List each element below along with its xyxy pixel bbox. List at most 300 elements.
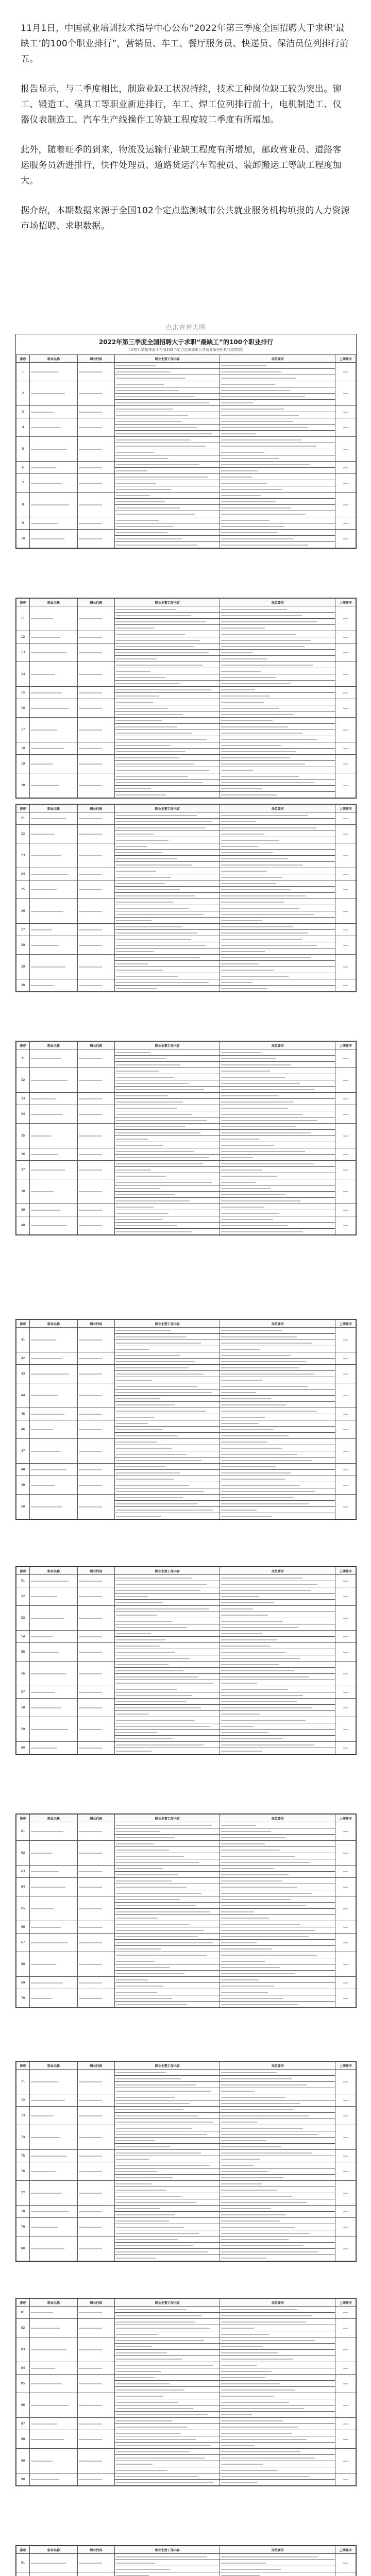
requirements-cell — [220, 1433, 335, 1439]
code-cell — [77, 1878, 114, 1896]
occupation-cell — [30, 1934, 77, 1952]
requirements-cell — [220, 1964, 335, 1971]
table-row — [16, 742, 356, 749]
work-content-cell — [115, 1334, 220, 1340]
work-content-cell — [115, 1977, 220, 1983]
header-previous-rank: 上期排序 — [335, 355, 356, 363]
work-content-cell — [115, 1352, 220, 1359]
requirements-cell — [220, 1674, 335, 1680]
requirements-cell — [220, 2424, 335, 2430]
requirements-cell — [220, 1439, 335, 1445]
rank-cell: 79 — [16, 2218, 30, 2236]
work-content-cell — [115, 779, 220, 786]
requirements-cell — [220, 2243, 335, 2249]
requirements-cell — [220, 412, 335, 418]
occupation-cell — [30, 530, 77, 548]
rank-cell: 30 — [16, 979, 30, 992]
work-content-cell — [115, 961, 220, 967]
work-content-cell — [115, 862, 220, 868]
table-row — [16, 2319, 356, 2325]
requirements-cell — [220, 2094, 335, 2100]
requirements-cell — [220, 431, 335, 437]
previous-rank-cell — [335, 2162, 356, 2181]
requirements-cell — [220, 1606, 335, 1612]
work-content-cell — [115, 1427, 220, 1433]
rank-cell: 90 — [16, 2473, 30, 2486]
rank-cell: 59 — [16, 1717, 30, 1742]
work-content-cell — [115, 1872, 220, 1878]
previous-rank-cell — [335, 381, 356, 406]
work-content-cell — [115, 2319, 220, 2325]
previous-rank-cell — [335, 1699, 356, 1717]
work-content-cell — [115, 542, 220, 548]
requirements-cell — [220, 1736, 335, 1742]
occupation-cell — [30, 1420, 77, 1439]
table-row — [16, 1408, 356, 1414]
work-content-cell — [115, 2381, 220, 2387]
requirements-cell — [220, 2100, 335, 2107]
code-cell — [77, 2070, 114, 2094]
previous-rank-cell — [335, 1989, 356, 2008]
requirements-cell — [220, 918, 335, 924]
rank-cell: 20 — [16, 773, 30, 798]
requirements-cell — [220, 1099, 335, 1105]
work-content-cell — [115, 2125, 220, 2131]
requirements-cell — [220, 2230, 335, 2236]
work-content-cell — [115, 1365, 220, 1371]
requirements-cell — [220, 375, 335, 381]
table-block — [15, 334, 357, 549]
work-content-cell — [115, 637, 220, 643]
header-occupation: 职业名称 — [30, 1320, 77, 1328]
previous-rank-cell — [335, 1686, 356, 1699]
occupation-cell — [30, 2375, 77, 2393]
occupation-cell — [30, 955, 77, 979]
work-content-cell — [115, 1420, 220, 1427]
work-content-cell — [115, 681, 220, 687]
code-cell — [77, 2473, 114, 2486]
table-row — [16, 406, 356, 412]
rank-cell: 70 — [16, 1989, 30, 2008]
requirements-cell — [220, 1730, 335, 1736]
requirements-cell — [220, 1142, 335, 1148]
header-requirements: 岗位要求 — [220, 1320, 335, 1328]
occupation-cell — [30, 1878, 77, 1896]
requirements-cell — [220, 1093, 335, 1099]
code-cell — [77, 1420, 114, 1439]
work-content-cell — [115, 643, 220, 650]
work-content-cell — [115, 2144, 220, 2150]
requirements-cell — [220, 1210, 335, 1216]
code-cell — [77, 406, 114, 418]
table-row — [16, 2307, 356, 2313]
work-content-cell — [115, 1995, 220, 2002]
work-content-cell — [115, 2443, 220, 2449]
work-content-cell — [115, 2156, 220, 2162]
occupation-cell — [30, 2362, 77, 2375]
occupation-cell — [30, 1643, 77, 1662]
work-content-cell — [115, 1748, 220, 1754]
work-content-cell — [115, 1074, 220, 1080]
occupation-cell — [30, 868, 77, 880]
occupation-cell — [30, 1365, 77, 1383]
header-rank: 排序 — [16, 599, 30, 606]
code-cell — [77, 1476, 114, 1495]
requirements-cell — [220, 1624, 335, 1631]
work-content-cell — [115, 2076, 220, 2082]
requirements-cell — [220, 662, 335, 668]
table-row — [16, 880, 356, 887]
previous-rank-cell — [335, 437, 356, 462]
requirements-cell — [220, 2181, 335, 2187]
requirements-cell — [220, 613, 335, 619]
previous-rank-cell — [335, 2375, 356, 2393]
previous-rank-cell — [335, 1352, 356, 1365]
table-row — [16, 381, 356, 387]
rank-cell: 32 — [16, 1068, 30, 1093]
requirements-cell — [220, 2467, 335, 2473]
code-cell — [77, 1049, 114, 1068]
rank-cell: 84 — [16, 2362, 30, 2375]
table-block — [15, 1319, 357, 1520]
code-cell — [77, 462, 114, 474]
work-content-cell — [115, 2325, 220, 2331]
requirements-cell — [220, 856, 335, 862]
rank-cell: 6 — [16, 462, 30, 474]
table-row — [16, 2393, 356, 2399]
table-block — [15, 1814, 357, 2008]
table-row — [16, 1587, 356, 1594]
previous-rank-cell — [335, 1742, 356, 1754]
table-row — [16, 1699, 356, 1705]
work-content-cell — [115, 418, 220, 425]
rank-cell: 35 — [16, 1124, 30, 1148]
work-content-cell — [115, 1903, 220, 1909]
requirements-cell — [220, 1476, 335, 1482]
occupation-cell — [30, 687, 77, 699]
work-content-cell — [115, 1705, 220, 1711]
requirements-cell — [220, 1198, 335, 1204]
work-content-cell — [115, 1884, 220, 1890]
work-content-cell — [115, 511, 220, 517]
work-content-cell — [115, 1915, 220, 1921]
header-previous-rank: 上期排序 — [335, 2299, 356, 2307]
work-content-cell — [115, 1049, 220, 1056]
code-cell — [77, 1068, 114, 1093]
occupation-cell — [30, 936, 77, 955]
header-occupation: 职业名称 — [30, 2546, 77, 2554]
requirements-cell — [220, 517, 335, 523]
previous-rank-cell — [335, 1495, 356, 1519]
rank-cell: 39 — [16, 1204, 30, 1216]
work-content-cell — [115, 2168, 220, 2175]
previous-rank-cell — [335, 1365, 356, 1383]
work-content-cell — [115, 979, 220, 986]
requirements-cell — [220, 948, 335, 955]
rank-cell: 63 — [16, 1866, 30, 1878]
code-cell — [77, 2554, 114, 2572]
requirements-cell — [220, 2430, 335, 2436]
code-cell — [77, 742, 114, 755]
requirements-cell — [220, 1618, 335, 1624]
table-row — [16, 1575, 356, 1581]
header-work-content: 职业主要工作内容 — [115, 599, 220, 606]
previous-rank-cell — [335, 1606, 356, 1631]
previous-rank-cell — [335, 825, 356, 843]
requirements-cell — [220, 1488, 335, 1495]
requirements-cell — [220, 1136, 335, 1142]
work-content-cell — [115, 1655, 220, 1662]
rank-cell — [16, 2572, 30, 2576]
requirements-cell — [220, 942, 335, 948]
requirements-cell — [220, 1396, 335, 1402]
table-row — [16, 1204, 356, 1210]
occupation-cell — [30, 1989, 77, 2008]
code-cell — [77, 1439, 114, 1464]
work-content-cell — [115, 1909, 220, 1915]
requirements-cell — [220, 619, 335, 625]
header-requirements: 岗位要求 — [220, 805, 335, 812]
work-content-cell — [115, 2405, 220, 2412]
work-content-cell — [115, 1637, 220, 1643]
header-requirements: 岗位要求 — [220, 1042, 335, 1049]
work-content-cell — [115, 843, 220, 850]
work-content-cell — [115, 786, 220, 792]
rank-cell: 75 — [16, 2150, 30, 2162]
work-content-cell — [115, 1896, 220, 1903]
work-content-cell — [115, 1136, 220, 1142]
table-row — [16, 1105, 356, 1111]
requirements-cell — [220, 2480, 335, 2486]
requirements-cell — [220, 418, 335, 425]
requirements-cell — [220, 2255, 335, 2261]
rank-cell: 14 — [16, 662, 30, 687]
requirements-cell — [220, 1124, 335, 1130]
rank-cell: 31 — [16, 1049, 30, 1068]
rank-cell: 34 — [16, 1105, 30, 1124]
work-content-cell — [115, 2100, 220, 2107]
requirements-cell — [220, 1909, 335, 1915]
rank-cell: 45 — [16, 1408, 30, 1420]
requirements-cell — [220, 1420, 335, 1427]
rank-cell: 27 — [16, 924, 30, 936]
work-content-cell — [115, 837, 220, 843]
code-cell — [77, 1989, 114, 2008]
requirements-cell — [220, 837, 335, 843]
work-content-cell — [115, 443, 220, 449]
work-content-cell — [115, 1377, 220, 1383]
occupation-cell — [30, 662, 77, 687]
requirements-cell — [220, 511, 335, 517]
previous-rank-cell — [335, 662, 356, 687]
requirements-cell — [220, 542, 335, 548]
code-cell — [77, 662, 114, 687]
header-rank: 排序 — [16, 2299, 30, 2307]
header-work-content: 职业主要工作内容 — [115, 1815, 220, 1822]
code-cell — [77, 1179, 114, 1204]
code-cell — [77, 1328, 114, 1352]
table-row — [16, 1717, 356, 1723]
table-row — [16, 1068, 356, 1074]
occupation-cell — [30, 1606, 77, 1631]
work-content-cell — [115, 1711, 220, 1717]
occupation-cell — [30, 979, 77, 992]
rank-cell: 12 — [16, 631, 30, 643]
requirements-cell — [220, 1383, 335, 1389]
requirements-cell — [220, 674, 335, 681]
zoom-hint[interactable]: 点击查看大图 — [165, 324, 206, 332]
work-content-cell — [115, 2249, 220, 2255]
requirements-cell — [220, 862, 335, 868]
header-occupation: 职业名称 — [30, 599, 77, 606]
requirements-cell — [220, 2313, 335, 2319]
work-content-cell — [115, 736, 220, 742]
table-row — [16, 1495, 356, 1501]
occupation-cell — [30, 2125, 77, 2150]
table-row — [16, 812, 356, 819]
requirements-cell — [220, 1662, 335, 1668]
table-row — [16, 2206, 356, 2212]
requirements-cell — [220, 1148, 335, 1155]
code-cell — [77, 1977, 114, 1989]
occupation-cell — [30, 2218, 77, 2236]
rank-cell: 82 — [16, 2319, 30, 2337]
ranking-table — [16, 1567, 356, 1754]
previous-rank-cell — [335, 1179, 356, 1204]
requirements-cell — [220, 2350, 335, 2356]
rank-cell: 33 — [16, 1093, 30, 1105]
requirements-cell — [220, 493, 335, 499]
work-content-cell — [115, 1414, 220, 1420]
occupation-cell — [30, 1148, 77, 1161]
rank-cell: 57 — [16, 1686, 30, 1699]
requirements-cell — [220, 1371, 335, 1377]
header-work-content: 职业主要工作内容 — [115, 1042, 220, 1049]
table-row — [16, 1606, 356, 1612]
previous-rank-cell — [335, 1204, 356, 1216]
work-content-cell — [115, 625, 220, 631]
occupation-cell — [30, 1216, 77, 1235]
header-code: 职业代码 — [77, 2299, 114, 2307]
code-cell — [77, 825, 114, 843]
code-cell — [77, 2181, 114, 2206]
occupation-cell — [30, 1742, 77, 1754]
rank-cell: 29 — [16, 955, 30, 979]
work-content-cell — [115, 2002, 220, 2008]
requirements-cell — [220, 1853, 335, 1859]
requirements-cell — [220, 2393, 335, 2399]
table-block — [15, 2061, 357, 2262]
requirements-cell — [220, 755, 335, 761]
work-content-cell — [115, 2399, 220, 2405]
rank-cell: 89 — [16, 2449, 30, 2473]
work-content-cell — [115, 942, 220, 948]
requirements-cell — [220, 1130, 335, 1136]
requirements-cell — [220, 1352, 335, 1359]
work-content-cell — [115, 924, 220, 930]
requirements-cell — [220, 893, 335, 899]
work-content-cell — [115, 1433, 220, 1439]
ranking-table — [16, 2061, 356, 2261]
rank-cell: 17 — [16, 718, 30, 742]
requirements-cell — [220, 606, 335, 613]
previous-rank-cell — [335, 899, 356, 924]
requirements-cell — [220, 1470, 335, 1476]
requirements-cell — [220, 1847, 335, 1853]
table-row — [16, 2181, 356, 2187]
ranking-table — [16, 804, 356, 992]
requirements-cell — [220, 2554, 335, 2560]
table-row — [16, 1841, 356, 1847]
requirements-cell — [220, 1173, 335, 1179]
code-cell — [77, 1216, 114, 1235]
table-row — [16, 517, 356, 523]
requirements-cell — [220, 650, 335, 656]
header-work-content: 职业主要工作内容 — [115, 1320, 220, 1328]
requirements-cell — [220, 2218, 335, 2224]
work-content-cell — [115, 880, 220, 887]
work-content-cell — [115, 2175, 220, 2181]
work-content-cell — [115, 1649, 220, 1655]
requirements-cell — [220, 2193, 335, 2199]
table-row — [16, 418, 356, 425]
requirements-cell — [220, 1359, 335, 1365]
table-row — [16, 2125, 356, 2131]
occupation-cell — [30, 880, 77, 899]
work-content-cell — [115, 437, 220, 443]
previous-rank-cell — [335, 2070, 356, 2094]
requirements-cell — [220, 668, 335, 674]
header-rank: 排序 — [16, 1042, 30, 1049]
rank-cell: 26 — [16, 899, 30, 924]
rank-cell: 24 — [16, 868, 30, 880]
requirements-cell — [220, 1111, 335, 1117]
previous-rank-cell — [335, 718, 356, 742]
work-content-cell — [115, 536, 220, 542]
code-cell — [77, 606, 114, 631]
work-content-cell — [115, 2344, 220, 2350]
requirements-cell — [220, 2131, 335, 2138]
rank-cell: 54 — [16, 1631, 30, 1643]
work-content-cell — [115, 893, 220, 899]
rank-cell: 78 — [16, 2206, 30, 2218]
table-row — [16, 643, 356, 650]
work-content-cell — [115, 2199, 220, 2206]
requirements-cell — [220, 2212, 335, 2218]
code-cell — [77, 1352, 114, 1365]
header-occupation: 职业名称 — [30, 1567, 77, 1575]
code-cell — [77, 2125, 114, 2150]
table-row — [16, 955, 356, 961]
rank-cell: 28 — [16, 936, 30, 955]
requirements-cell — [220, 1346, 335, 1352]
code-cell — [77, 418, 114, 437]
table-row — [16, 755, 356, 761]
work-content-cell — [115, 2375, 220, 2381]
work-content-cell — [115, 1383, 220, 1389]
rank-cell: 69 — [16, 1977, 30, 1989]
occupation-cell — [30, 1575, 77, 1587]
work-content-cell — [115, 2181, 220, 2187]
work-content-cell — [115, 2193, 220, 2199]
code-cell — [77, 868, 114, 880]
table-row — [16, 530, 356, 536]
code-cell — [77, 2375, 114, 2393]
work-content-cell — [115, 1742, 220, 1748]
occupation-cell — [30, 1439, 77, 1464]
requirements-cell — [220, 2473, 335, 2480]
work-content-cell — [115, 2461, 220, 2467]
